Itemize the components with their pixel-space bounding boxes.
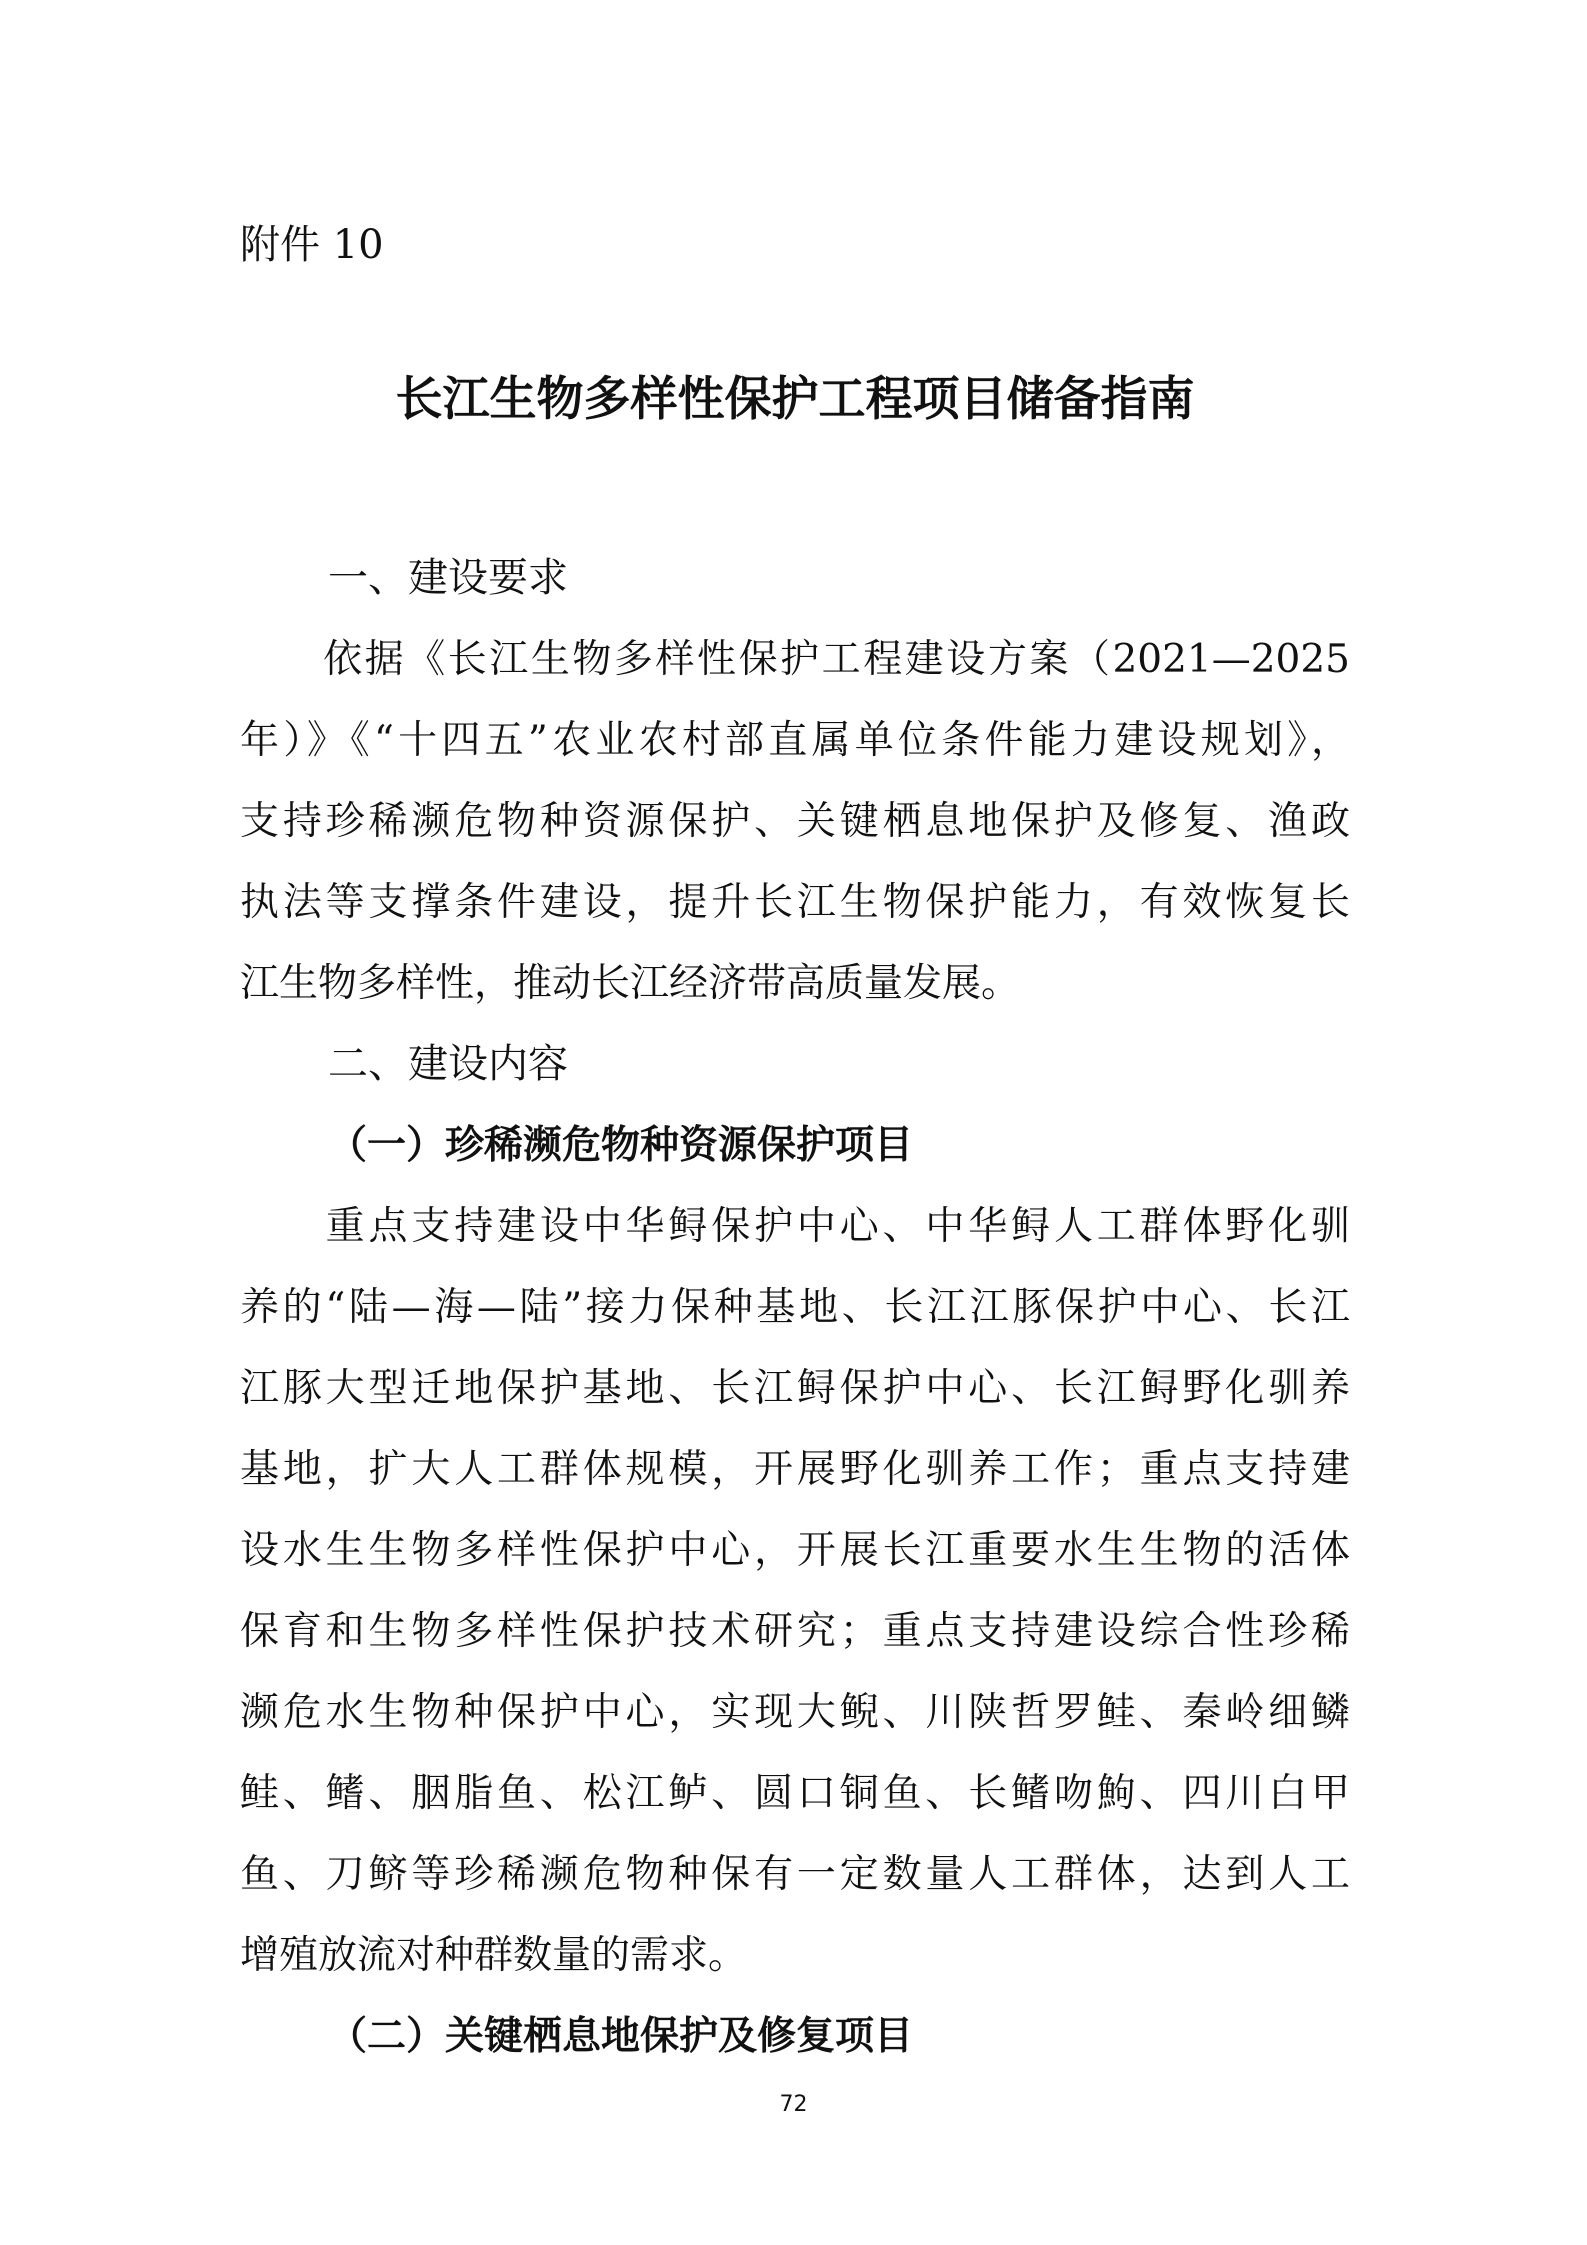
paragraph-line: 设水生生物多样性保护中心，开展长江重要水生生物的活体 xyxy=(240,1528,1350,1573)
paragraph-line: 鱼、刀鲚等珍稀濒危物种保有一定数量人工群体，达到人工 xyxy=(240,1852,1350,1897)
paragraph-line: 养的“陆—海—陆”接力保种基地、长江江豚保护中心、长江 xyxy=(240,1285,1350,1330)
paragraph-line: 江生物多样性，推动长江经济带高质量发展。 xyxy=(240,961,1021,1006)
paragraph-requirements xyxy=(240,619,1350,1024)
subsection-heading-habitat: （二）关键栖息地保护及修复项目 xyxy=(328,2014,914,2059)
paragraph-line: 支持珍稀濒危物种资源保护、关键栖息地保护及修复、渔政 xyxy=(240,799,1350,844)
paragraph-line: 鲑、鳍、胭脂鱼、松江鲈、圆口铜鱼、长鳍吻鮈、四川白甲 xyxy=(240,1771,1350,1816)
paragraph-line: 重点支持建设中华鲟保护中心、中华鲟人工群体野化驯 xyxy=(240,1204,1350,1249)
paragraph-line: 增殖放流对种群数量的需求。 xyxy=(240,1933,748,1978)
paragraph-line: 江豚大型迁地保护基地、长江鲟保护中心、长江鲟野化驯养 xyxy=(240,1366,1350,1411)
paragraph-species xyxy=(240,1186,1350,1996)
paragraph-line: 基地，扩大人工群体规模，开展野化驯养工作；重点支持建 xyxy=(240,1447,1350,1492)
page-number: 72 xyxy=(779,2092,808,2117)
section-heading-content: 二、建设内容 xyxy=(328,1041,568,1087)
paragraph-line: 依据《长江生物多样性保护工程建设方案（2021—2025 xyxy=(240,637,1350,682)
document-title: 长江生物多样性保护工程项目储备指南 xyxy=(395,372,1195,427)
paragraph-line: 濒危水生物种保护中心，实现大鲵、川陕哲罗鲑、秦岭细鳞 xyxy=(240,1690,1350,1735)
paragraph-line: 年）》《“十四五”农业农村部直属单位条件能力建设规划》， xyxy=(240,718,1350,763)
paragraph-line: 保育和生物多样性保护技术研究；重点支持建设综合性珍稀 xyxy=(240,1609,1350,1654)
paragraph-line: 执法等支撑条件建设，提升长江生物保护能力，有效恢复长 xyxy=(240,880,1350,925)
document-body xyxy=(240,538,1350,2077)
subsection-heading-species: （一）珍稀濒危物种资源保护项目 xyxy=(328,1123,914,1168)
section-heading-requirements: 一、建设要求 xyxy=(328,555,568,601)
attachment-label: 附件 10 xyxy=(240,222,384,268)
